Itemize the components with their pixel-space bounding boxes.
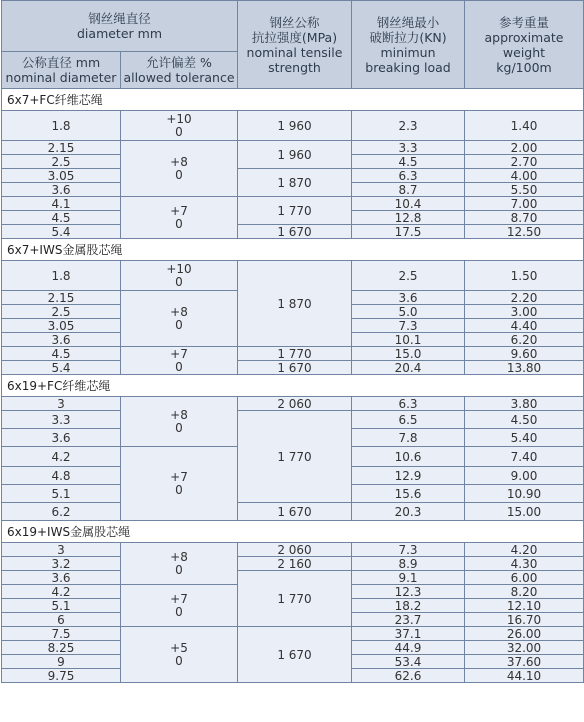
breaking-load-cell: 10.4 — [352, 197, 465, 211]
breaking-load-cell: 10.6 — [352, 447, 465, 467]
breaking-load-cell: 9.1 — [352, 571, 465, 585]
nominal-diameter-cell: 3.6 — [2, 333, 121, 347]
section-row — [2, 89, 584, 111]
tolerance-minus: 0 — [175, 653, 183, 668]
tolerance-plus: +10 — [166, 261, 192, 276]
weight-cell: 15.00 — [465, 503, 584, 521]
nominal-diameter-cell: 9 — [2, 655, 121, 669]
tolerance-cell — [121, 111, 238, 141]
weight-cell: 12.50 — [465, 225, 584, 239]
breaking-load-cell: 17.5 — [352, 225, 465, 239]
tensile-strength-cell: 1 670 — [238, 627, 352, 683]
section-title: 6x19+IWS金属股芯绳 — [2, 521, 584, 543]
tensile-strength-cell: 1 960 — [238, 111, 352, 141]
tensile-strength-cell: 1 770 — [238, 347, 352, 361]
tolerance-cell — [121, 397, 238, 447]
nominal-diameter-cell: 4.1 — [2, 197, 121, 211]
weight-cell: 10.90 — [465, 485, 584, 503]
nominal-diameter-cell: 9.75 — [2, 669, 121, 683]
weight-cell: 6.20 — [465, 333, 584, 347]
diameter-header: 钢丝绳直径 diameter mm — [2, 1, 238, 52]
table-row — [2, 543, 584, 557]
nominal-diameter-cell: 2.15 — [2, 141, 121, 155]
section-title: 6x7+IWS金属股芯绳 — [2, 239, 584, 261]
tolerance-minus: 0 — [175, 420, 183, 435]
tolerance-plus: +8 — [170, 407, 188, 422]
tolerance-minus: 0 — [175, 216, 183, 231]
nominal-diameter-cell: 3.3 — [2, 411, 121, 429]
nominal-diameter-cell: 1.8 — [2, 261, 121, 291]
table-row — [2, 347, 584, 361]
tensile-strength-cell: 1 670 — [238, 225, 352, 239]
breaking-load-cell: 53.4 — [352, 655, 465, 669]
weight-cell: 4.30 — [465, 557, 584, 571]
weight-cell: 8.70 — [465, 211, 584, 225]
nominal-diameter-cell: 7.5 — [2, 627, 121, 641]
breaking-load-cell: 20.3 — [352, 503, 465, 521]
tensile-strength-cell: 1 770 — [238, 571, 352, 627]
tolerance-plus: +10 — [166, 111, 192, 126]
wire-rope-spec-table — [1, 0, 584, 683]
breaking-load-cell: 15.0 — [352, 347, 465, 361]
weight-cell: 7.00 — [465, 197, 584, 211]
nominal-diameter-cell: 1.8 — [2, 111, 121, 141]
nominal-diameter-cell: 4.5 — [2, 211, 121, 225]
table-body — [2, 89, 584, 683]
breaking-load-cell: 23.7 — [352, 613, 465, 627]
weight-cell: 16.70 — [465, 613, 584, 627]
section-row — [2, 375, 584, 397]
weight-cell: 7.40 — [465, 447, 584, 467]
table-row — [2, 197, 584, 211]
table-row — [2, 627, 584, 641]
weight-cell: 3.80 — [465, 397, 584, 411]
breaking-load-cell: 10.1 — [352, 333, 465, 347]
weight-cell: 1.40 — [465, 111, 584, 141]
tolerance-cell — [121, 261, 238, 291]
breaking-load-cell: 12.9 — [352, 467, 465, 485]
weight-cell: 2.70 — [465, 155, 584, 169]
tensile-strength-cell: 2 160 — [238, 557, 352, 571]
section-title: 6x19+FC纤维芯绳 — [2, 375, 584, 397]
nominal-diameter-cell: 2.5 — [2, 155, 121, 169]
nominal-diameter-cell: 5.1 — [2, 485, 121, 503]
weight-cell: 8.20 — [465, 585, 584, 599]
breaking-load-cell: 5.0 — [352, 305, 465, 319]
table-row — [2, 141, 584, 155]
breaking-load-cell: 62.6 — [352, 669, 465, 683]
nominal-diameter-cell: 3.6 — [2, 183, 121, 197]
nominal-diameter-header: 公称直径 mm nominal diameter — [2, 52, 121, 89]
breaking-load-cell: 6.3 — [352, 397, 465, 411]
tolerance-plus: +7 — [170, 203, 188, 218]
tensile-strength-cell: 1 870 — [238, 261, 352, 347]
breaking-load-cell: 3.3 — [352, 141, 465, 155]
nominal-diameter-cell: 4.2 — [2, 447, 121, 467]
breaking-load-cell: 7.3 — [352, 319, 465, 333]
section-row — [2, 521, 584, 543]
section-title: 6x7+FC纤维芯绳 — [2, 89, 584, 111]
tolerance-minus: 0 — [175, 317, 183, 332]
tolerance-header: 允许偏差 % allowed tolerance — [121, 52, 238, 89]
nominal-diameter-cell: 8.25 — [2, 641, 121, 655]
breaking-load-header: 钢丝绳最小 破断拉力(KN) minimun breaking load — [352, 1, 465, 89]
weight-cell: 2.20 — [465, 291, 584, 305]
table-row — [2, 111, 584, 141]
tensile-strength-cell: 1 770 — [238, 411, 352, 503]
tensile-strength-cell: 2 060 — [238, 397, 352, 411]
nominal-diameter-cell: 2.5 — [2, 305, 121, 319]
tolerance-cell — [121, 141, 238, 197]
breaking-load-cell: 4.5 — [352, 155, 465, 169]
strength-header: 钢丝公称 抗拉强度(MPa) nominal tensile strength — [238, 1, 352, 89]
weight-header: 参考重量 approximate weight kg/100m — [465, 1, 584, 89]
table-row — [2, 503, 584, 521]
tolerance-plus: +7 — [170, 469, 188, 484]
nominal-diameter-cell: 3 — [2, 397, 121, 411]
table-row — [2, 411, 584, 429]
table-row — [2, 361, 584, 375]
nominal-diameter-cell: 3.05 — [2, 319, 121, 333]
breaking-load-cell: 7.3 — [352, 543, 465, 557]
tensile-strength-cell: 1 670 — [238, 503, 352, 521]
tolerance-plus: +7 — [170, 591, 188, 606]
table-row — [2, 261, 584, 291]
tolerance-cell — [121, 347, 238, 375]
breaking-load-cell: 37.1 — [352, 627, 465, 641]
weight-cell: 6.00 — [465, 571, 584, 585]
breaking-load-cell: 3.6 — [352, 291, 465, 305]
nominal-diameter-cell: 4.8 — [2, 467, 121, 485]
weight-cell: 9.60 — [465, 347, 584, 361]
tolerance-plus: +5 — [170, 640, 188, 655]
tensile-strength-cell: 1 870 — [238, 169, 352, 197]
breaking-load-cell: 8.7 — [352, 183, 465, 197]
breaking-load-cell: 44.9 — [352, 641, 465, 655]
breaking-load-cell: 7.8 — [352, 429, 465, 447]
breaking-load-cell: 8.9 — [352, 557, 465, 571]
tolerance-minus: 0 — [175, 167, 183, 182]
breaking-load-cell: 6.5 — [352, 411, 465, 429]
nominal-diameter-cell: 3.05 — [2, 169, 121, 183]
nominal-diameter-cell: 5.4 — [2, 361, 121, 375]
tolerance-plus: +8 — [170, 304, 188, 319]
breaking-load-cell: 6.3 — [352, 169, 465, 183]
tolerance-minus: 0 — [175, 604, 183, 619]
nominal-diameter-cell: 4.5 — [2, 347, 121, 361]
weight-cell: 44.10 — [465, 669, 584, 683]
weight-cell: 1.50 — [465, 261, 584, 291]
tolerance-cell — [121, 543, 238, 585]
nominal-diameter-cell: 3 — [2, 543, 121, 557]
breaking-load-cell: 2.3 — [352, 111, 465, 141]
table-row — [2, 557, 584, 571]
tensile-strength-cell: 2 060 — [238, 543, 352, 557]
tolerance-cell — [121, 447, 238, 521]
weight-cell: 37.60 — [465, 655, 584, 669]
tolerance-cell — [121, 291, 238, 347]
weight-cell: 4.50 — [465, 411, 584, 429]
tensile-strength-cell: 1 770 — [238, 197, 352, 225]
nominal-diameter-cell: 3.6 — [2, 571, 121, 585]
table-row — [2, 169, 584, 183]
weight-cell: 4.20 — [465, 543, 584, 557]
weight-cell: 4.00 — [465, 169, 584, 183]
table-row — [2, 571, 584, 585]
section-row — [2, 239, 584, 261]
breaking-load-cell: 2.5 — [352, 261, 465, 291]
weight-cell: 2.00 — [465, 141, 584, 155]
tolerance-cell — [121, 585, 238, 627]
weight-cell: 3.00 — [465, 305, 584, 319]
tolerance-minus: 0 — [175, 482, 183, 497]
breaking-load-cell: 18.2 — [352, 599, 465, 613]
weight-cell: 32.00 — [465, 641, 584, 655]
nominal-diameter-cell: 5.4 — [2, 225, 121, 239]
weight-cell: 26.00 — [465, 627, 584, 641]
breaking-load-cell: 20.4 — [352, 361, 465, 375]
tolerance-plus: +8 — [170, 154, 188, 169]
tolerance-minus: 0 — [175, 359, 183, 374]
nominal-diameter-cell: 3.6 — [2, 429, 121, 447]
nominal-diameter-cell: 5.1 — [2, 599, 121, 613]
tolerance-plus: +8 — [170, 549, 188, 564]
tensile-strength-cell: 1 670 — [238, 361, 352, 375]
table-row — [2, 225, 584, 239]
nominal-diameter-cell: 2.15 — [2, 291, 121, 305]
nominal-diameter-cell: 6.2 — [2, 503, 121, 521]
tolerance-plus: +7 — [170, 346, 188, 361]
weight-cell: 4.40 — [465, 319, 584, 333]
table-row — [2, 397, 584, 411]
weight-cell: 5.40 — [465, 429, 584, 447]
nominal-diameter-cell: 3.2 — [2, 557, 121, 571]
tolerance-cell — [121, 197, 238, 239]
nominal-diameter-cell: 6 — [2, 613, 121, 627]
breaking-load-cell: 12.8 — [352, 211, 465, 225]
weight-cell: 12.10 — [465, 599, 584, 613]
weight-cell: 13.80 — [465, 361, 584, 375]
tolerance-minus: 0 — [175, 274, 183, 289]
tensile-strength-cell: 1 960 — [238, 141, 352, 169]
weight-cell: 9.00 — [465, 467, 584, 485]
breaking-load-cell: 15.6 — [352, 485, 465, 503]
tolerance-minus: 0 — [175, 562, 183, 577]
nominal-diameter-cell: 4.2 — [2, 585, 121, 599]
breaking-load-cell: 12.3 — [352, 585, 465, 599]
tolerance-minus: 0 — [175, 124, 183, 139]
weight-cell: 5.50 — [465, 183, 584, 197]
tolerance-cell — [121, 627, 238, 683]
